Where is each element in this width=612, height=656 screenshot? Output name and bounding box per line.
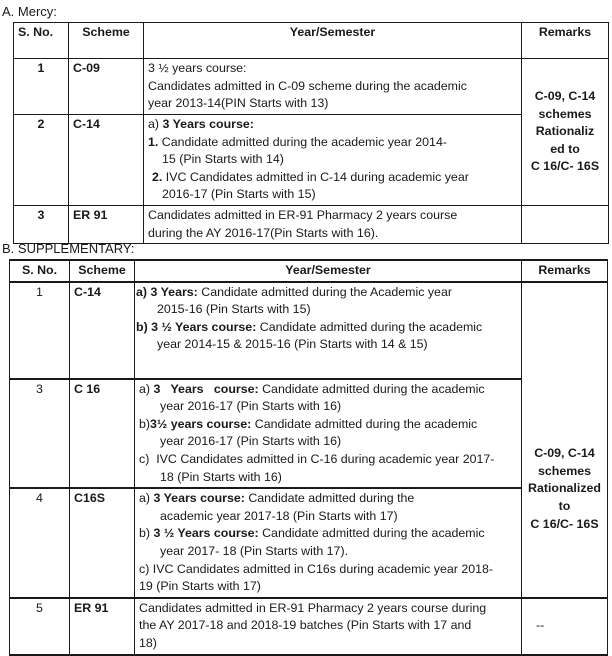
supplementary-table (9, 259, 608, 656)
text-line: during the AY 2016-17(Pin Starts with 16). (148, 225, 379, 240)
text-line: year 2016-17 (Pin Starts with 16) (160, 434, 342, 449)
table-row (10, 282, 608, 379)
remarks-line: Rationalized (528, 481, 601, 496)
text-line: IVC Candidates admitted in C16s during academic year 2018- (152, 561, 494, 576)
header-scheme: Scheme (69, 23, 144, 59)
item-number: 2. (152, 169, 163, 184)
cell-sno: 5 (10, 598, 70, 655)
text-line: Candidate admitted during the Academic year (197, 284, 452, 299)
item-prefix: a) (139, 381, 151, 396)
text-line: the AY 2017-18 and 2018-19 batches (Pin Starts with 17 and (139, 618, 472, 633)
mercy-table (13, 22, 609, 244)
table-row (10, 598, 608, 655)
text-line: Candidate admitted during the academic (258, 526, 485, 541)
header-scheme: Scheme (70, 260, 135, 282)
cell-scheme: ER 91 (70, 598, 135, 655)
cell-year (144, 59, 522, 115)
cell-sno: 3 (10, 379, 70, 489)
table-row (10, 488, 608, 598)
cell-sno: 3 (14, 205, 69, 243)
text-line: Candidates admitted in C-09 scheme during the academic (148, 78, 467, 93)
remarks-line: schemes (538, 106, 592, 121)
table-row (14, 205, 609, 243)
item-heading: 3 ½ Years course: (151, 319, 257, 334)
cell-sno: 4 (10, 488, 70, 598)
text-line: academic year 2017-18 (Pin Starts with 17) (160, 508, 398, 523)
text-line: Candidate admitted during the academic (251, 416, 478, 431)
cell-year (135, 379, 522, 489)
text-line: year 2014-15 & 2015-16 (Pin Starts with 14 & 15) (157, 337, 428, 352)
cell-scheme: C-14 (69, 115, 144, 206)
remarks-line: C 16/C- 16S (530, 516, 599, 531)
item-prefix: b) (136, 319, 148, 334)
remarks-line: C 16/C- 16S (530, 159, 600, 174)
item-heading: 3 Years course: (153, 491, 245, 506)
text-line: Candidate admitted during the academic year 2014- (161, 134, 447, 149)
cell-scheme: C-09 (69, 59, 144, 115)
header-remarks: Remarks (522, 260, 608, 282)
cell-remarks-merged (522, 282, 608, 598)
text-line: Candidate admitted during the academic (256, 319, 483, 334)
text-line: 18 (Pin Starts with 16) (160, 469, 282, 484)
header-year: Year/Semester (135, 260, 522, 282)
table-header-row (14, 23, 609, 59)
item-prefix: a) (139, 491, 151, 506)
item-prefix: c) (139, 451, 150, 466)
section-a-title: A. Mercy: (2, 4, 57, 19)
item-heading: 3 Years course: (153, 381, 259, 396)
item-prefix: b) (139, 416, 151, 431)
cell-year (144, 205, 522, 243)
text-line: 18) (139, 635, 157, 650)
text-line: IVC Candidates admitted in C-16 during academic year 2017- (156, 451, 495, 466)
text-line: Candidate admitted during the (244, 491, 415, 506)
text-line: year 2013-14(PIN Starts with 13) (148, 96, 329, 111)
cell-scheme: C 16 (70, 379, 135, 489)
cell-sno: 1 (10, 282, 70, 379)
header-sno: S. No. (10, 260, 70, 282)
text-line: IVC Candidates admitted in C-14 during academic year (165, 169, 469, 184)
text-line: 19 (Pin Starts with 17) (139, 579, 261, 594)
table-header-row (10, 260, 608, 282)
item-heading: 3½ years course: (150, 416, 252, 431)
item-prefix: a) (136, 284, 148, 299)
cell-year (144, 115, 522, 206)
item-number: 1. (148, 134, 159, 149)
cell-remarks-merged (522, 59, 609, 206)
text-line: 2016-17 (Pin Starts with 15) (162, 187, 316, 202)
cell-scheme: ER 91 (69, 205, 144, 243)
table-row (10, 379, 608, 489)
header-sno: S. No. (14, 23, 69, 59)
item-heading: 3 ½ Years course: (153, 526, 259, 541)
text-line: year 2017- 18 (Pin Starts with 17). (160, 543, 349, 558)
cell-sno: 1 (14, 59, 69, 115)
table-row (14, 115, 609, 206)
cell-scheme: C-14 (70, 282, 135, 379)
item-heading: 3 Years: (150, 284, 198, 299)
text-line: Candidate admitted during the academic (258, 381, 485, 396)
remarks-line: C-09, C-14 (534, 446, 595, 461)
text-line: 2015-16 (Pin Starts with 15) (157, 302, 311, 317)
item-prefix: a) (148, 117, 160, 131)
remarks-line: ed to (550, 141, 580, 156)
remarks-line: schemes (537, 463, 592, 478)
cell-year (135, 282, 522, 379)
item-prefix: c) (139, 561, 150, 576)
cell-year (135, 598, 522, 655)
cell-sno: 2 (14, 115, 69, 206)
cell-remarks (522, 205, 609, 243)
table-row (14, 59, 609, 115)
header-year: Year/Semester (144, 23, 522, 59)
remarks-line: to (558, 498, 571, 513)
cell-year (135, 488, 522, 598)
remarks-line: C-09, C-14 (534, 89, 596, 103)
text-line: Candidates admitted in ER-91 Pharmacy 2 years course (148, 207, 458, 222)
cell-remarks: -- (522, 598, 608, 655)
item-prefix: b) (139, 526, 151, 541)
text-line: 3 ½ years course: (148, 61, 247, 75)
text-line: Candidates admitted in ER-91 Pharmacy 2 years course during (139, 600, 487, 615)
section-b-title: B. SUPPLEMENTARY: (2, 241, 135, 256)
header-remarks: Remarks (522, 23, 609, 59)
remarks-line: Rationaliz (535, 124, 595, 139)
text-line: year 2016-17 (Pin Starts with 16) (160, 399, 342, 414)
item-heading: 3 Years course: (162, 117, 254, 131)
cell-scheme: C16S (70, 488, 135, 598)
text-line: 15 (Pin Starts with 14) (162, 152, 284, 167)
